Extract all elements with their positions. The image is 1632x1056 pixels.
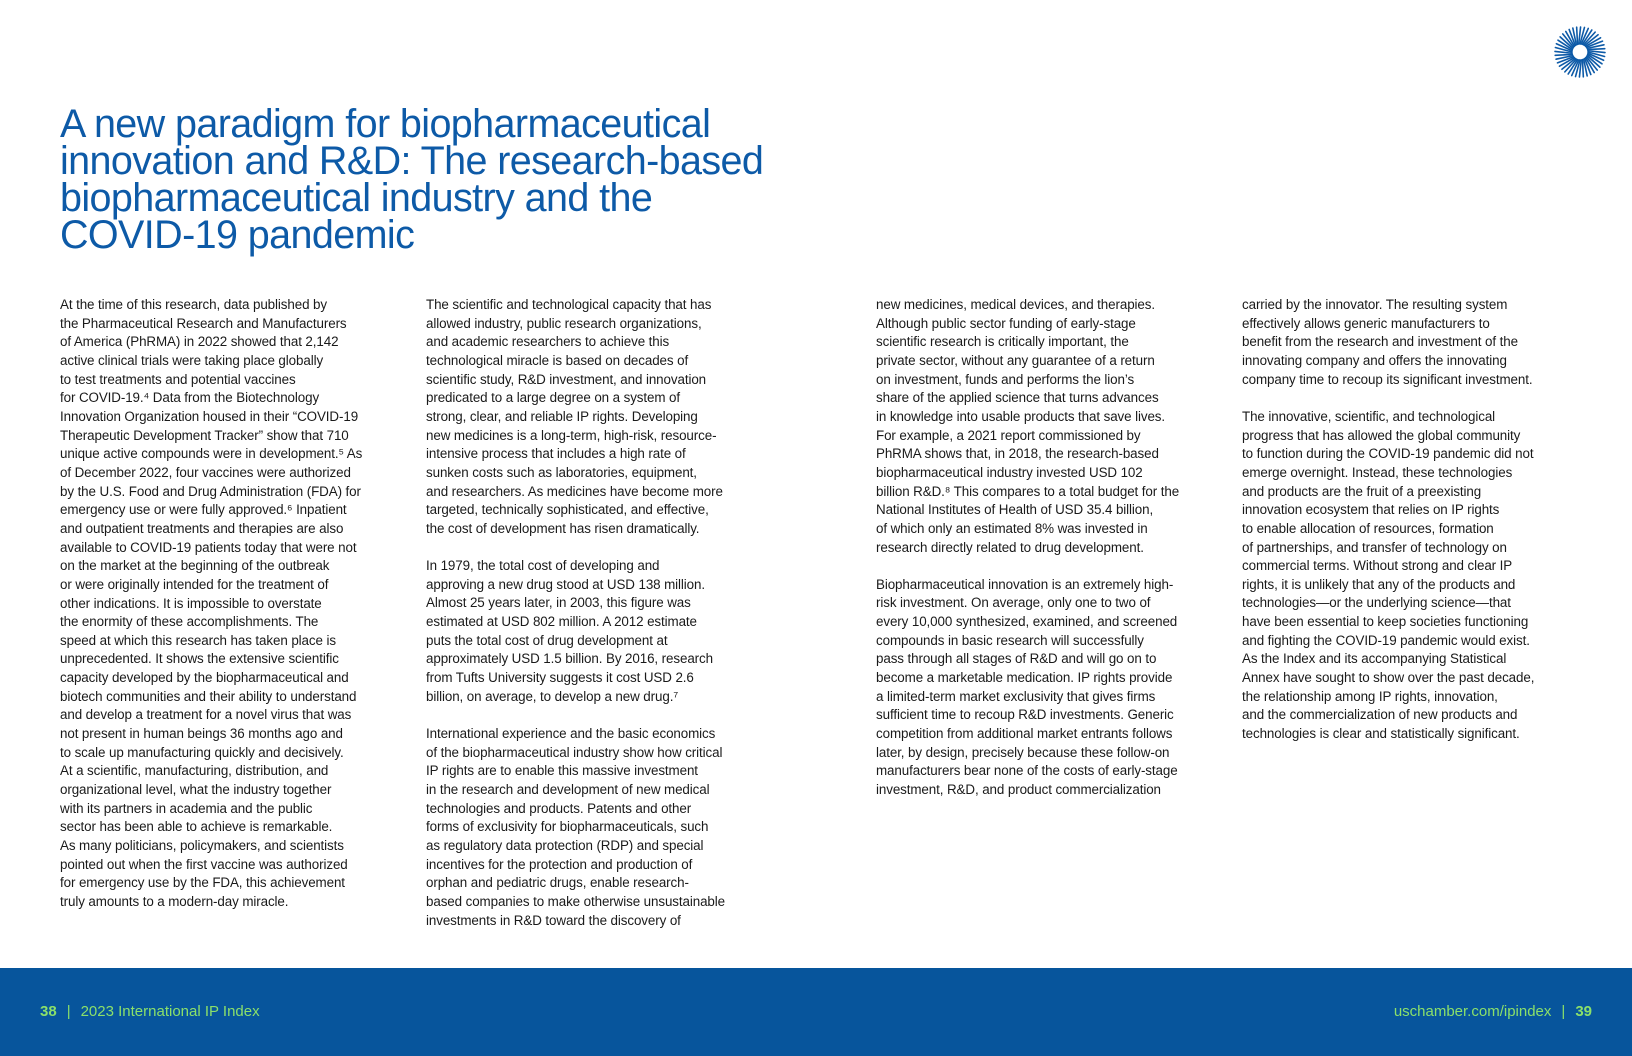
text-column-3 xyxy=(876,296,1212,800)
sunburst-logo-icon xyxy=(1554,26,1606,78)
text-column-2 xyxy=(426,296,762,930)
page-number-right: 39 xyxy=(1575,1003,1592,1020)
footer-bar xyxy=(0,968,1632,1056)
paragraph: In 1979, the total cost of developing and approving a new drug stood at USD 138 million. Almost 25 years later, in 2003, this figure was estimated at USD 802 million. A 2012 estimate puts the total cost of drug development at approximately USD 1.5 billion. By 2016, research from Tufts University suggests it cost USD 2.6 billion, on average, to develop a new drug.⁷ xyxy=(426,558,713,704)
publication-title: 2023 International IP Index xyxy=(80,1003,260,1020)
footer-separator: | xyxy=(66,1003,71,1020)
text-column-4 xyxy=(1242,296,1582,744)
page-number-left: 38 xyxy=(40,1003,57,1020)
footer-right xyxy=(1394,1003,1592,1021)
paragraph: At the time of this research, data published by the Pharmaceutical Research and Manufacturers of America (PhRMA) in 2022 showed that 2,142 active clinical trials were taking place globally to test treatments and potential vaccines for COVID-19.⁴ Data from the Biotechnology Innovation Organization housed in their “COVID-19 Therapeutic Development Tracker” show that 710 unique active compounds were in development.⁵ As of December 2022, four vaccines were authorized by the U.S. Food and Drug Administration (FDA) for emergency use or were fully approved.⁶ Inpatient and outpatient treatments and therapies are also available to COVID-19 patients today that were not on the market at the beginning of the outbreak or were originally intended for the treatment of other indications. It is impossible to overstate the enormity of these accomplishments. The speed at which this research has taken place is unprecedented. It shows the extensive scientific capacity developed by the biopharmaceutical and biotech communities and their ability to understand and develop a treatment for a novel virus that was not present in human beings 36 months ago and to scale up manufacturing quickly and decisively. At a scientific, manufacturing, distribution, and organizational level, what the industry together with its partners in academia and the public sector has been able to achieve is remarkable. As many politicians, policymakers, and scientists pointed out when the first vaccine was authorized for emergency use by the FDA, this achievement truly amounts to a modern-day miracle. xyxy=(60,297,363,909)
paragraph: International experience and the basic economics of the biopharmaceutical industry show how critical IP rights are to enable this massive investment in the research and development of new medical technologies and products. Patents and other forms of exclusivity for biopharmaceuticals, such as regulatory data protection (RDP) and special incentives for the protection and production of orphan and pediatric drugs, enable research- based companies to make otherwise unsustainable investments in R&D toward the discovery of xyxy=(426,726,726,928)
paragraph: The innovative, scientific, and technological progress that has allowed the global community to function during the COVID-19 pandemic did not emerge overnight. Instead, these technologies and products are the fruit of a preexisting innovation ecosystem that relies on IP rights to enable allocation of resources, formation of partnerships, and transfer of technology on commercial terms. Without strong and clear IP rights, it is unlikely that any of the products and technologies—or the underlying science—that have been essential to keep societies functioning and fighting the COVID-19 pandemic would exist. As the Index and its accompanying Statistical Annex have sought to show over the past decade, the relationship among IP rights, innovation, and the commercialization of new products and technologies is clear and statistically significant. xyxy=(1242,408,1535,742)
footer-left xyxy=(40,1003,260,1021)
page-title: A new paradigm for biopharmaceutical innovation and R&D: The research-based biopharmaceutical industry and the COVID-19 pandemic xyxy=(60,102,764,257)
paragraph: Biopharmaceutical innovation is an extremely high- risk investment. On average, only one to two of every 10,000 synthesized, examined, and screened compounds in basic research will successfully pass through all stages of R&D and will go on to become a marketable medication. IP rights provide a limited-term market exclusivity that gives firms sufficient time to recoup R&D investments. Generic competition from additional market entrants follows later, by design, precisely because these follow-on manufacturers bear none of the costs of early-stage investment, R&D, and product commercialization xyxy=(876,576,1178,798)
paragraph: new medicines, medical devices, and therapies. Although public sector funding of early-stage scientific research is critically important, the private sector, without any guarantee of a return on investment, funds and performs the lion’s share of the applied science that turns advances in knowledge into usable products that save lives. For example, a 2021 report commissioned by PhRMA shows that, in 2018, the research-based biopharmaceutical industry invested USD 102 billion R&D.⁸ This compares to a total budget for the National Institutes of Health of USD 35.4 billion, of which only an estimated 8% was invested in research directly related to drug development. xyxy=(876,297,1180,555)
website-link[interactable]: uschamber.com/ipindex xyxy=(1393,1003,1552,1020)
paragraph: The scientific and technological capacity that has allowed industry, public research organizations, and academic researchers to achieve this technological miracle is based on decades of scientific study, R&D investment, and innovation predicated to a large degree on a system of strong, clear, and reliable IP rights. Developing new medicines is a long-term, high-risk, resource- intensive process that includes a high rate of sunken costs such as laboratories, equipment, and researchers. As medicines have become more targeted, technically sophisticated, and effective, the cost of development has risen dramatically. xyxy=(426,297,723,536)
text-column-1 xyxy=(60,296,396,912)
footer-separator: | xyxy=(1561,1003,1566,1020)
paragraph: carried by the innovator. The resulting system effectively allows generic manufacturers to benefit from the research and investment of the innovating company and offers the innovating company time to recoup its significant investment. xyxy=(1242,297,1533,387)
